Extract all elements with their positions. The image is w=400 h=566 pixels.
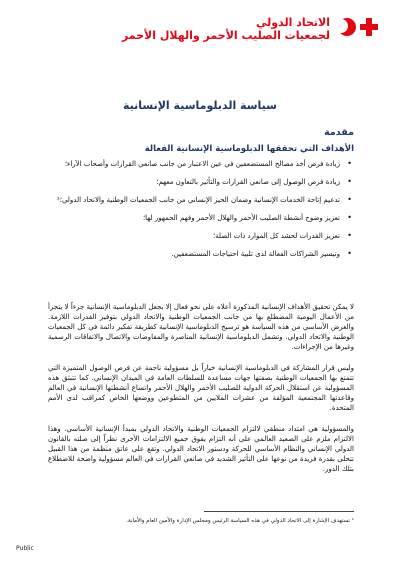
list-item-text: تعزيز القدرات لحشد كل الموارد ذات الصلة؛: [212, 232, 340, 240]
paragraph: وليس قرار المشاركة في الدبلوماسية الإنسانية خياراً بل مسؤولية ناجمة عن فرص الوصول المتميزة التي تتمتع بها الجمعيات الوطنية بصفتها جهات مساعدة للسلطات العامة في الميدان الإنساني. كما تتبثق هذه المسؤولية عن استقلال الحركة الدولية للصليب الأحمر والهلال الأحمر واتساع أنشطتها الإنسانية في العالم وقاعدتها المجتمعية المؤلفة من عشرات الملايين من المتطوعين ووضعها الخاص كمراقب لدى الأمم المتحدة.: [48, 364, 354, 412]
objectives-list: [49, 159, 354, 267]
organization-name: [122, 16, 330, 42]
body-text: [48, 302, 354, 485]
document-title: سياسة الدبلوماسية الإنسانية: [123, 99, 277, 112]
list-item-text: تعزيز وضوح أنشطة الصليب الأحمر والهلال الأحمر وفهم الجمهور لها؛: [142, 214, 340, 222]
list-item: • زيادة فرص أخذ مصالح المستضعفين في عين الاعتبار من جانب صانعي القرارات وأصحاب الآراء؛: [64, 159, 352, 168]
section-heading: مقدمة: [324, 127, 354, 138]
list-item-text: زيادة فرص الوصول إلى صانعي القرارات والتأثير بالتعاون معهم؛: [156, 178, 340, 186]
org-line-1: الاتحاد الدولي: [256, 16, 330, 29]
list-item-text: تدعيم إتاحة الخدمات الإنسانية وضمان الحيز الإنساني من جانب الجمعيات الوطنية والاتحاد الدولي؛¹: [56, 196, 340, 204]
classification-label: Public: [16, 545, 34, 552]
paragraph: والمسؤولية هي امتداد منطقي لالتزام الجمعيات الوطنية والاتحاد الدولي بمبدأ الإنسانية الأساسي. وهذا الالتزام ملزم على الصعيد العالمي على أنه التزام يفوق جميع الالتزامات الأخرى نظراً إلى صلته بالقانون الدولي الإنساني والنظام الأساسي للحركة ودستور الاتحاد الدولي. وتقع على عاتق منظمة من هذا القبيل تتحلى بقدرة فريدة من نوعها على التأثير الشديد في صانعي القرارات في العالم مسؤولية واضحة للاضطلاع بتلك الدور.: [48, 425, 354, 473]
list-item: • زيادة فرص الوصول إلى صانعي القرارات والتأثير بالتعاون معهم؛: [156, 177, 352, 186]
list-item: • تدعيم إتاحة الخدمات الإنسانية وضمان الحيز الإنساني من جانب الجمعيات الوطنية والاتحاد الدولي؛¹: [56, 195, 352, 204]
list-item-text: زيادة فرص أخذ مصالح المستضعفين في عين الاعتبار من جانب صانعي القرارات وأصحاب الآراء؛: [64, 160, 340, 168]
footnote: ¹ تستهدف الإشارة إلى الاتحاد الدولي في هذه السياسة الرئيس ومجلس الإدارة والأمين العام والأمانة.: [126, 518, 354, 524]
header: [122, 16, 378, 42]
footnote-divider: [204, 511, 354, 512]
list-item: • تعزيز وضوح أنشطة الصليب الأحمر والهلال الأحمر وفهم الجمهور لها؛: [142, 213, 352, 222]
red-cross-icon: [360, 18, 378, 36]
org-line-2: لجمعيات الصليب الأحمر والهلال الأحمر: [121, 29, 330, 42]
list-item-text: وتيسير الشراكات الفعالة لدى تلبية احتياجات المستضعفين.: [171, 250, 340, 258]
list-item: • تعزيز القدرات لحشد كل الموارد ذات الصلة؛: [212, 231, 352, 240]
red-crescent-icon: [338, 18, 356, 36]
list-item: • وتيسير الشراكات الفعالة لدى تلبية احتياجات المستضعفين.: [171, 249, 352, 258]
emblem-logo: [338, 18, 378, 36]
paragraph: لا يمكن تحقيق الأهداف الإنسانية المذكورة أعلاه على نحو فعال إلا بجعل الدبلوماسية الإنسانية جزءاً لا يتجزأ من الأعمال اليومية المضطلع بها من جانب الجمعيات الوطنية والاتحاد الدولي بتوفير القدرات اللازمة. والغرض الأساسي من هذه السياسة هو ترسيخ الدبلوماسية الإنسانية كطريقة تفكير دائمة في كل الجمعيات الوطنية والاتحاد الدولي. وتشمل الدبلوماسية الإنسانية المناصرة والمفاوضات والاتصال والاتفاقات الرسمية وغيرها من الإجراءات.: [48, 303, 354, 351]
subheading: الأهداف التي تحققها الدبلوماسية الإنسانية الفعالة: [144, 144, 354, 154]
